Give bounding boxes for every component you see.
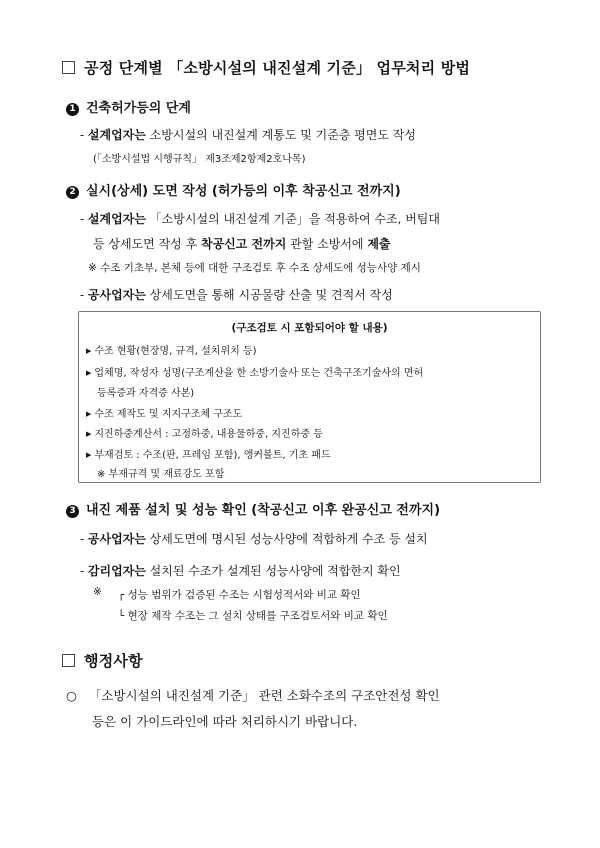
box-item: 등록증과 자격증 사본) [97, 388, 195, 399]
step3-line1: - 공사업자는 상세도면에 명시된 성능사양에 적합하게 수조 등 설치 [80, 532, 428, 546]
box-title: (구조검토 시 포함되어야 할 내용) [231, 322, 388, 334]
step1-title-text: 건축허가등의 단계 [86, 101, 191, 116]
checkbox-square-icon [62, 61, 75, 74]
admin-line1: ○ 「소방시설의 내진설계 기준」 관련 소화수조의 구조안전성 확인 [66, 688, 440, 703]
circled-number-icon: 1 [66, 103, 79, 116]
box-item: ▶ 지진하중계산서 : 고정하중, 내용물하중, 지진하중 등 [86, 429, 323, 440]
triangle-bullet-icon: ▶ [86, 451, 92, 459]
section-title-text: 행정사항 [84, 652, 143, 670]
step1-title [66, 97, 191, 116]
admin-line2: 등은 이 가이드라인에 따라 처리하시기 바랍니다. [92, 714, 358, 729]
triangle-bullet-icon: ▶ [86, 369, 92, 377]
checkbox-square-icon [62, 654, 75, 667]
box-item: ▶ 수조 제작도 및 지지구조체 구조도 [86, 409, 243, 420]
circle-bullet-icon: ○ [66, 688, 77, 703]
step2-line3: - 공사업자는 상세도면을 통해 시공물량 산출 및 견적서 작성 [80, 288, 393, 302]
triangle-bullet-icon: ▶ [86, 347, 92, 355]
contractor-label: 공사업자는 [87, 288, 146, 302]
structural-review-box [78, 311, 541, 483]
supervisor-label: 감리업자는 [87, 564, 146, 578]
step3-note1: ┌ 성능 범위가 검증된 수조는 시험성적서와 비교 확인 [118, 589, 361, 601]
section-title-process [62, 57, 470, 78]
triangle-bullet-icon: ▶ [86, 430, 92, 438]
designer-label: 설계업자는 [87, 128, 146, 142]
step3-note2: └ 현장 제작 수조는 그 설치 상태를 구조검토서와 비교 확인 [118, 610, 388, 622]
step2-line1: - 설계업자는 「소방시설의 내진설계 기준」을 적용하여 수조, 버팀대 [80, 212, 440, 226]
step2-note: ※ 수조 기초부, 본체 등에 대한 구조검토 후 수조 상세도에 성능사양 제시 [88, 262, 421, 274]
step3-title-text: 내진 제품 설치 및 성능 확인 (착공신고 이후 완공신고 전까지) [86, 503, 441, 518]
box-item: ※ 부재규격 및 재료강도 포함 [97, 469, 225, 480]
step1-line1: - 설계업자는 소방시설의 내진설계 계통도 및 기준층 평면도 작성 [80, 128, 416, 142]
step2-line2: 등 상세도면 작성 후 착공신고 전까지 관할 소방서에 제출 [93, 237, 391, 251]
triangle-bullet-icon: ▶ [86, 410, 92, 418]
step3-line2: - 감리업자는 설치된 수조가 설계된 성능사양에 적합한지 확인 [80, 564, 401, 578]
step1-reference: (「소방시설법 시행규칙」 제3조제2항제2호나목) [93, 154, 306, 165]
circled-number-icon: 2 [66, 186, 79, 199]
contractor-label: 공사업자는 [87, 532, 146, 546]
circled-number-icon: 3 [66, 505, 79, 518]
step3-title [66, 499, 440, 518]
step2-title-text: 실시(상세) 도면 작성 (허가등의 이후 착공신고 전까지) [86, 184, 401, 199]
section-title-text: 공정 단계별 「소방시설의 내진설계 기준」 업무처리 방법 [84, 59, 471, 77]
box-item: ▶ 부재검토 : 수조(판, 프레임 포함), 앵커볼트, 기초 패드 [86, 450, 331, 461]
step2-title [66, 180, 401, 199]
designer-label: 설계업자는 [87, 212, 146, 226]
step3-note-mark: ※ [93, 586, 102, 598]
box-item: ▶ 수조 현황(현장명, 규격, 설치위치 등) [86, 346, 257, 357]
section-title-admin [62, 650, 143, 671]
box-item: ▶ 업체명, 작성자 성명(구조계산을 한 소방기술사 또는 건축구조기술사의 면허 [86, 368, 424, 379]
